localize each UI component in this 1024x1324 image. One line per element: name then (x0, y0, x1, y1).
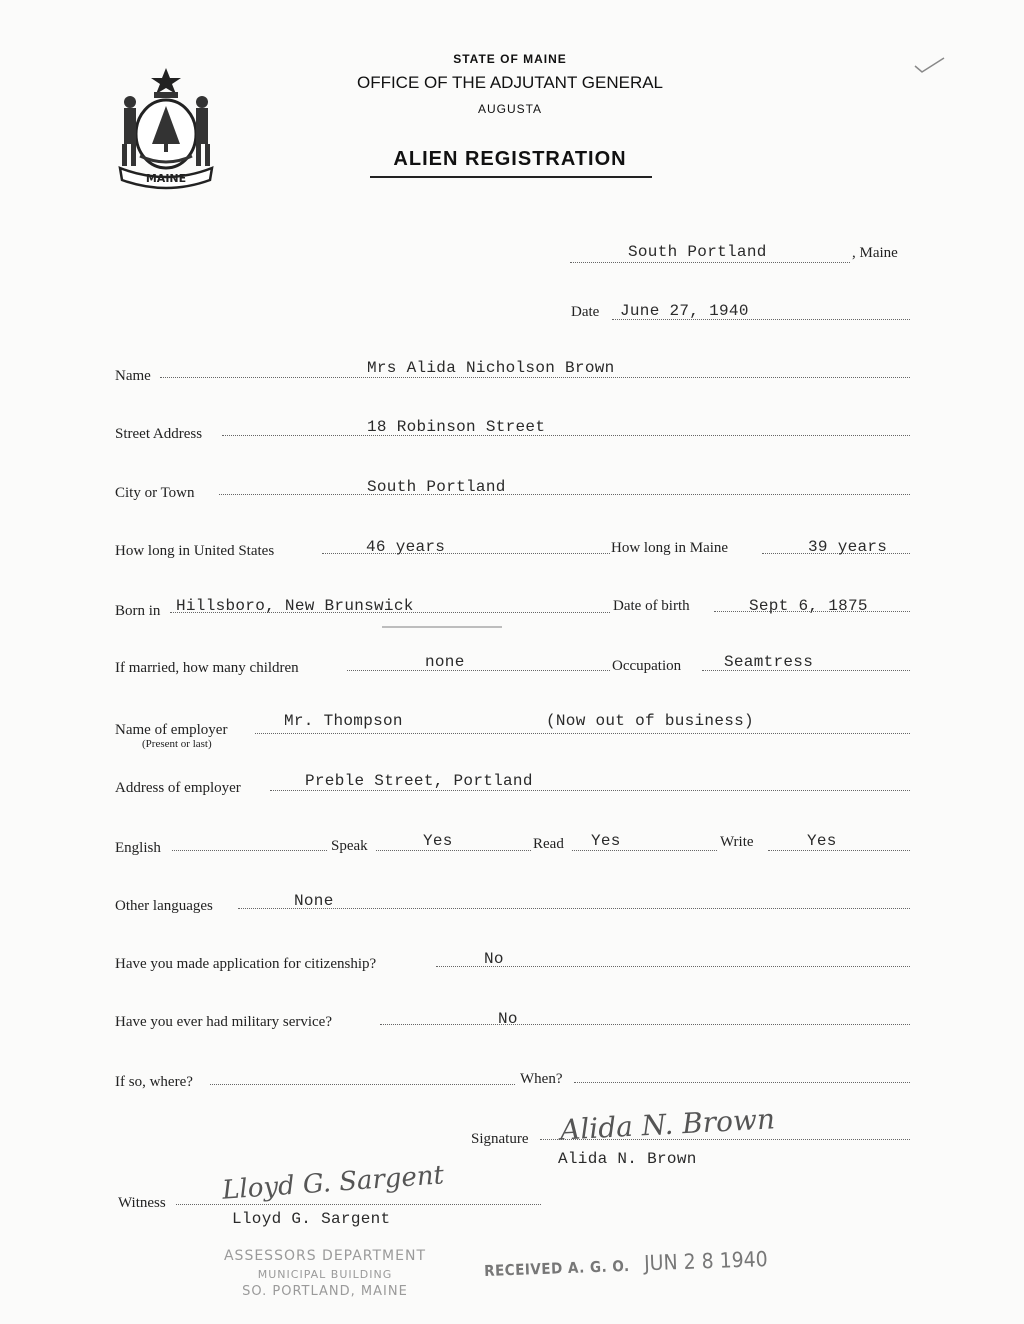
svg-text:MAINE: MAINE (145, 172, 187, 185)
dotted-rule (572, 850, 717, 851)
signature-typed: Alida N. Brown (558, 1150, 697, 1168)
dob-label: Date of birth (613, 598, 690, 614)
military-label: Have you ever had military service? (115, 1014, 332, 1030)
date-label: Date (571, 304, 600, 320)
dotted-rule (160, 377, 910, 378)
street-value[interactable]: 18 Robinson Street (367, 418, 546, 436)
header-city: AUGUSTA (477, 102, 543, 116)
witness-typed: Lloyd G. Sargent (232, 1210, 391, 1228)
signature-label: Signature (471, 1131, 529, 1147)
dotted-rule (436, 966, 910, 967)
dotted-rule (238, 908, 910, 909)
dotted-rule (347, 670, 610, 671)
assessor-stamp-line2: MUNICIPAL BUILDING (257, 1268, 393, 1281)
citizenship-label: Have you made application for citizenship? (115, 956, 377, 972)
dob-value[interactable]: Sept 6, 1875 (749, 597, 868, 615)
years-maine-value[interactable]: 39 years (808, 538, 888, 556)
dotted-rule (380, 1024, 910, 1025)
employer-address-value[interactable]: Preble Street, Portland (305, 772, 533, 790)
citizenship-value[interactable]: No (484, 950, 504, 968)
military-value[interactable]: No (498, 1010, 518, 1028)
where-label: If so, where? (115, 1074, 193, 1090)
smudge (382, 626, 502, 628)
dotted-rule (570, 262, 850, 263)
received-date: JUN 2 8 1940 (643, 1247, 769, 1276)
name-value[interactable]: Mrs Alida Nicholson Brown (367, 359, 615, 377)
signature-script: Alida N. Brown (559, 1102, 776, 1147)
city-value[interactable]: South Portland (367, 478, 506, 496)
witness-label: Witness (118, 1195, 166, 1211)
date-value[interactable]: June 27, 1940 (620, 302, 749, 320)
employer-note: (Now out of business) (546, 712, 754, 730)
years-us-value[interactable]: 46 years (366, 538, 446, 556)
speak-label: Speak (331, 838, 368, 854)
occupation-value[interactable]: Seamtress (724, 653, 814, 671)
dotted-rule (222, 435, 910, 436)
dotted-rule (255, 733, 910, 734)
location-value[interactable]: South Portland (628, 243, 767, 261)
received-stamp (484, 1247, 768, 1281)
children-label: If married, how many children (115, 660, 299, 676)
city-label: City or Town (115, 485, 195, 501)
assessor-stamp-line1: ASSESSORS DEPARTMENT (223, 1248, 426, 1264)
employer-sublabel: (Present or last) (142, 738, 212, 750)
other-languages-value[interactable]: None (294, 892, 334, 910)
dotted-rule (376, 850, 531, 851)
witness-script: Lloyd G. Sargent (221, 1160, 445, 1206)
employer-address-label: Address of employer (115, 780, 241, 796)
dotted-rule (768, 850, 910, 851)
speak-value[interactable]: Yes (423, 832, 453, 850)
years-us-label: How long in United States (115, 543, 275, 559)
form-title: ALIEN REGISTRATION (393, 148, 627, 170)
employer-label: Name of employer (115, 722, 228, 738)
header-state: STATE OF MAINE (453, 52, 567, 66)
read-value[interactable]: Yes (591, 832, 621, 850)
check-mark (912, 54, 946, 79)
other-languages-label: Other languages (115, 898, 213, 914)
dotted-rule (210, 1084, 515, 1085)
title-underline (370, 176, 652, 178)
employer-value[interactable]: Mr. Thompson (284, 712, 403, 730)
read-label: Read (533, 836, 564, 852)
assessor-stamp-line3: SO. PORTLAND, MAINE (242, 1284, 408, 1299)
location-suffix: , Maine (852, 245, 898, 261)
street-label: Street Address (115, 426, 203, 442)
english-label: English (115, 840, 161, 856)
children-value[interactable]: none (425, 653, 465, 671)
maine-state-seal (110, 64, 222, 192)
dotted-rule (574, 1082, 910, 1083)
born-in-label: Born in (115, 603, 161, 619)
when-label: When? (520, 1071, 563, 1087)
received-text: RECEIVED A. G. O. (483, 1256, 630, 1280)
name-label: Name (115, 368, 151, 384)
years-maine-label: How long in Maine (611, 540, 729, 556)
write-label: Write (720, 834, 754, 850)
write-value[interactable]: Yes (807, 832, 837, 850)
header-office: OFFICE OF THE ADJUTANT GENERAL (356, 73, 664, 92)
dotted-rule (270, 790, 910, 791)
dotted-rule (219, 494, 910, 495)
occupation-label: Occupation (612, 658, 682, 674)
dotted-rule (172, 850, 327, 851)
born-in-value[interactable]: Hillsboro, New Brunswick (176, 597, 414, 615)
